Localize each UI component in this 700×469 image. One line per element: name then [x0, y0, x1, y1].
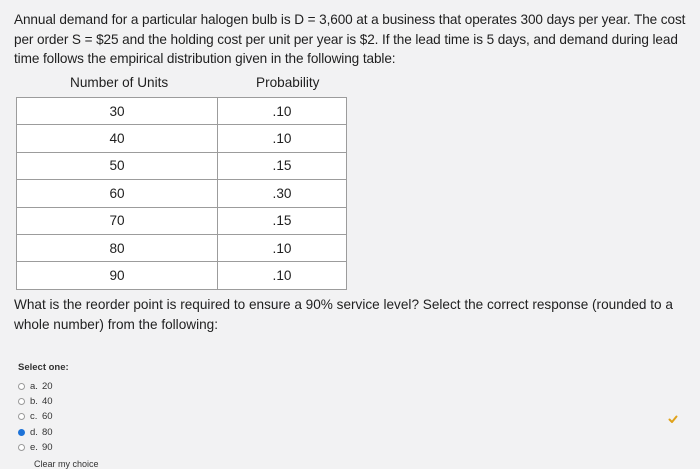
units-cell: 50	[17, 152, 218, 179]
question-text: Annual demand for a particular halogen bulb is D = 3,600 at a business that operates 300 days per year. The cost per order S = $25 and the holding cost per unit per year is $2. If the lead time is 5 days, and demand during lead time follows the empirical distribution given in the following table:	[14, 12, 686, 66]
clear-choice-link[interactable]: Clear my choice	[34, 458, 99, 469]
option-b[interactable]	[18, 394, 99, 409]
probability-cell: .30	[218, 180, 347, 207]
radio-button[interactable]	[18, 398, 25, 405]
option-value: 20	[42, 381, 53, 393]
units-cell: 80	[17, 234, 218, 261]
question-prompt: What is the reorder point is required to ensure a 90% service level? Select the correct response (rounded to a whole number) from the following:	[14, 297, 673, 332]
table-header	[14, 72, 354, 94]
table-row	[17, 180, 347, 207]
radio-button[interactable]	[18, 413, 25, 420]
table-row	[17, 125, 347, 152]
probability-cell: .15	[218, 152, 347, 179]
option-letter: a.	[30, 381, 38, 393]
units-cell: 60	[17, 180, 218, 207]
table-row	[17, 234, 347, 261]
probability-cell: .10	[218, 125, 347, 152]
option-value: 40	[42, 396, 53, 408]
units-cell: 70	[17, 207, 218, 234]
table-row	[17, 152, 347, 179]
radio-button[interactable]	[18, 444, 25, 451]
probability-cell: .10	[218, 262, 347, 289]
option-value: 90	[42, 441, 53, 453]
option-letter: e.	[30, 441, 38, 453]
check-icon	[668, 414, 678, 424]
option-a[interactable]	[18, 379, 99, 394]
option-c[interactable]	[18, 409, 99, 424]
radio-button-selected[interactable]	[18, 429, 25, 436]
option-letter: b.	[30, 396, 38, 408]
option-letter: d.	[30, 426, 38, 438]
probability-cell: .10	[218, 234, 347, 261]
column-header-probability: Probability	[256, 75, 320, 90]
units-cell: 30	[17, 98, 218, 125]
units-cell: 90	[17, 262, 218, 289]
radio-button[interactable]	[18, 383, 25, 390]
probability-cell: .15	[218, 207, 347, 234]
table-row	[17, 262, 347, 289]
option-e[interactable]	[18, 440, 99, 455]
units-cell: 40	[17, 125, 218, 152]
distribution-table	[16, 97, 347, 290]
option-d[interactable]	[18, 425, 99, 440]
option-value: 60	[42, 411, 53, 423]
table-row	[17, 98, 347, 125]
answer-options	[18, 362, 99, 469]
option-value: 80	[42, 426, 53, 438]
column-header-units: Number of Units	[70, 75, 169, 90]
option-letter: c.	[30, 411, 38, 423]
probability-cell: .10	[218, 98, 347, 125]
table-row	[17, 207, 347, 234]
select-one-label: Select one:	[18, 362, 69, 373]
